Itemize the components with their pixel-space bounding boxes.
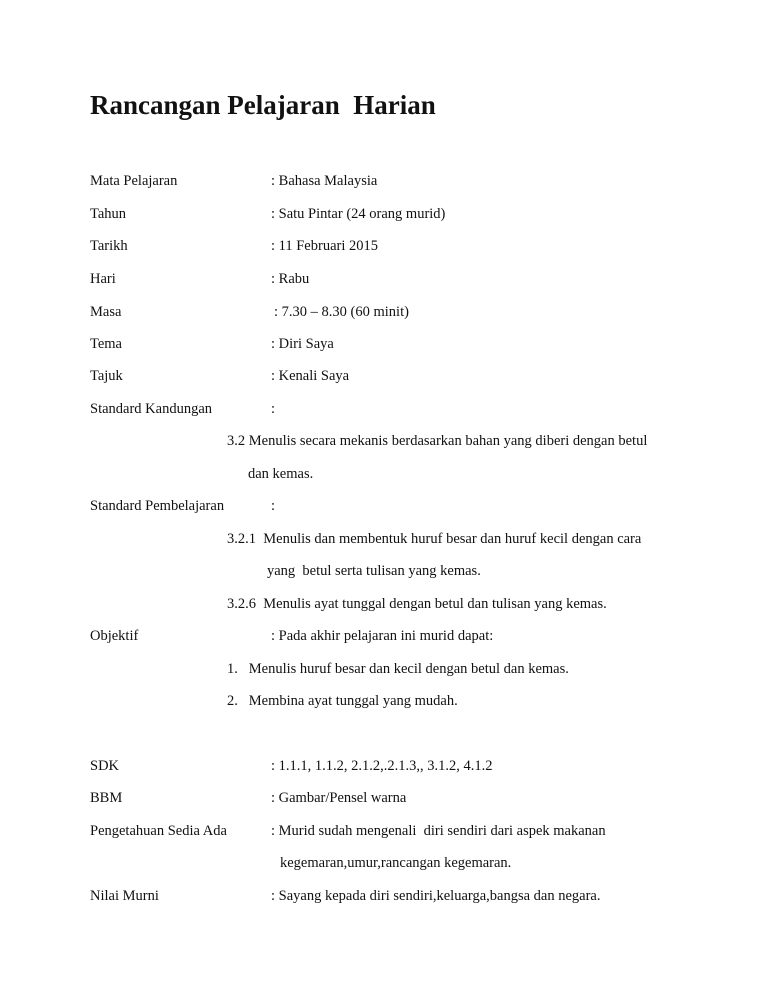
label-hari: Hari bbox=[90, 271, 116, 287]
document-title: Rancangan Pelajaran Harian bbox=[90, 90, 436, 120]
value-masa: : 7.30 – 8.30 (60 minit) bbox=[274, 304, 409, 320]
label-tarikh: Tarikh bbox=[90, 238, 128, 254]
colon-standard-kandungan: : bbox=[271, 401, 276, 417]
label-mata-pelajaran: Mata Pelajaran bbox=[90, 173, 178, 189]
objektif-item-2: 2. Membina ayat tunggal yang mudah. bbox=[227, 693, 458, 709]
label-tajuk: Tajuk bbox=[90, 368, 123, 384]
label-pengetahuan-sedia-ada: Pengetahuan Sedia Ada bbox=[90, 823, 227, 839]
value-sdk: : 1.1.1, 1.1.2, 2.1.2,.2.1.3,, 3.1.2, 4.1.2 bbox=[271, 758, 493, 774]
value-pengetahuan-line1: : Murid sudah mengenali diri sendiri dari aspek makanan bbox=[271, 823, 606, 839]
value-tarikh: : 11 Februari 2015 bbox=[271, 238, 378, 254]
colon-standard-pembelajaran: : bbox=[271, 498, 276, 514]
label-tahun: Tahun bbox=[90, 206, 127, 222]
objektif-item-1: 1. Menulis huruf besar dan kecil dengan betul dan kemas. bbox=[227, 661, 569, 677]
label-sdk: SDK bbox=[90, 758, 120, 774]
value-mata-pelajaran: : Bahasa Malaysia bbox=[271, 173, 378, 189]
standard-pembelajaran-item1-line2: yang betul serta tulisan yang kemas. bbox=[267, 563, 481, 579]
value-tajuk: : Kenali Saya bbox=[271, 368, 350, 384]
value-tema: : Diri Saya bbox=[271, 336, 334, 352]
label-standard-pembelajaran: Standard Pembelajaran bbox=[90, 498, 225, 514]
standard-kandungan-line1: 3.2 Menulis secara mekanis berdasarkan bahan yang diberi dengan betul bbox=[227, 433, 648, 449]
standard-kandungan-line2: dan kemas. bbox=[248, 466, 314, 482]
standard-pembelajaran-item1-line1: 3.2.1 Menulis dan membentuk huruf besar dan huruf kecil dengan cara bbox=[227, 531, 642, 547]
label-tema: Tema bbox=[90, 336, 122, 352]
label-masa: Masa bbox=[90, 304, 122, 320]
label-bbm: BBM bbox=[90, 790, 123, 806]
value-bbm: : Gambar/Pensel warna bbox=[271, 790, 407, 806]
label-standard-kandungan: Standard Kandungan bbox=[90, 401, 213, 417]
value-tahun: : Satu Pintar (24 orang murid) bbox=[271, 206, 446, 222]
value-hari: : Rabu bbox=[271, 271, 310, 287]
label-objektif: Objektif bbox=[90, 628, 139, 644]
standard-pembelajaran-item2: 3.2.6 Menulis ayat tunggal dengan betul dan tulisan yang kemas. bbox=[227, 596, 607, 612]
value-nilai-murni: : Sayang kepada diri sendiri,keluarga,bangsa dan negara. bbox=[271, 888, 601, 904]
value-objektif: : Pada akhir pelajaran ini murid dapat: bbox=[271, 628, 494, 644]
value-pengetahuan-line2: kegemaran,umur,rancangan kegemaran. bbox=[280, 855, 512, 871]
label-nilai-murni: Nilai Murni bbox=[90, 888, 159, 904]
